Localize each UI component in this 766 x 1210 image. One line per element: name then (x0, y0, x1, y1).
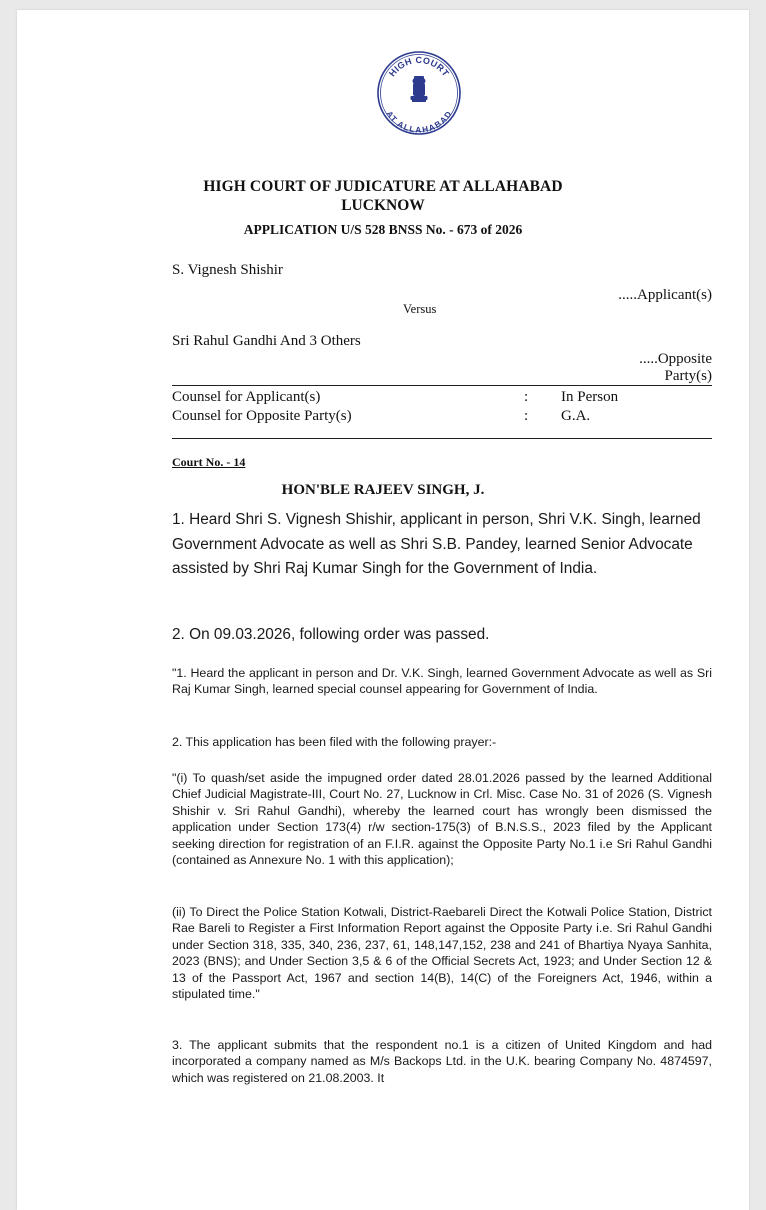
quoted-paragraph-1: "1. Heard the applicant in person and Dr. V.K. Singh, learned Government Advocate as well as Sri Raj Kumar Singh, learned special counsel appearing for Government of India. (172, 666, 712, 697)
svg-text:HIGH COURT: HIGH COURT (386, 54, 452, 79)
quoted-paragraph-2: 2. This application has been filed with the following prayer:- (172, 735, 497, 749)
viewer-top-strip (0, 0, 766, 10)
applicant-role: .....Applicant(s) (618, 287, 712, 303)
counsel-bottom-rule (172, 438, 712, 439)
counsel-separator: : (524, 389, 529, 405)
opposite-role-line2: Party(s) (664, 368, 712, 384)
application-number: APPLICATION U/S 528 BNSS No. - 673 of 2026 (243, 222, 523, 237)
versus-label: Versus (403, 302, 437, 316)
court-name: HIGH COURT OF JUDICATURE AT ALLAHABAD (203, 178, 563, 195)
quoted-prayer-ii: (ii) To Direct the Police Station Kotwali, District-Raebareli Direct the Kotwali Police Station, District Rae Bareli to Register a First Information Report against the Opposite Party i.e. Sri Rahul Gandhi under Section 318, 335, 340, 236, 237, 61, 148,147,152, 238 and 241 of Bhartiya Nyaya Sanhita, 2023 (BNS); and Under Section 3,5 & 6 of the Official Secrets Act, 1923; and Under Section 12 & 13 of the Passport Act, 1967 and section 14(B), 14(C) of the Foreigners Act, 1946, within a stipulated time." (172, 905, 712, 1002)
opposite-party-role (639, 351, 712, 385)
bench-name: LUCKNOW (341, 197, 425, 214)
judge-name: HON'BLE RAJEEV SINGH, J. (281, 482, 485, 498)
paragraph-2: 2. On 09.03.2026, following order was passed. (172, 626, 490, 643)
quoted-paragraph-3: 3. The applicant submits that the respondent no.1 is a citizen of United Kingdom and had incorporated a company named as M/s Backops Ltd. in the U.K. bearing Company No. 4874597, which was registered on 21.08.2003. It (172, 1038, 712, 1085)
applicant-name: S. Vignesh Shishir (172, 262, 283, 278)
document-page (17, 10, 749, 1210)
quoted-prayer-i: "(i) To quash/set aside the impugned order dated 28.01.2026 passed by the learned Additional Chief Judicial Magistrate-III, Court No. 27, Lucknow in Crl. Misc. Case No. 31 of 2026 (S. Vignesh Shishir v. Sri Rahul Gandhi), whereby the learned court has wrongly been dismissed the application under Section 173(4) r/w section-175(3) of B.N.S.S., 2023 filed by the Applicant seeking direction for registration of an F.I.R. against the Opposite Party No.1 i.e Sri Rahul Gandhi (contained as Annexure No. 1 with this application); (172, 771, 712, 868)
opposite-party-name: Sri Rahul Gandhi And 3 Others (172, 333, 361, 349)
paragraph-1: 1. Heard Shri S. Vignesh Shishir, applicant in person, Shri V.K. Singh, learned Government Advocate as well as Shri S.B. Pandey, learned Senior Advocate assisted by Shri Raj Kumar Singh for the Government of India. (172, 511, 701, 577)
counsel-top-rule (172, 385, 712, 386)
counsel-applicant-value: In Person (561, 389, 619, 405)
court-number: Court No. - 14 (172, 455, 246, 469)
counsel-separator: : (524, 408, 529, 424)
counsel-applicant-label: Counsel for Applicant(s) (172, 389, 321, 405)
opposite-role-line1: .....Opposite (639, 351, 712, 367)
counsel-opposite-label: Counsel for Opposite Party(s) (172, 408, 352, 424)
high-court-seal-logo (376, 50, 462, 136)
counsel-opposite-value: G.A. (561, 408, 591, 424)
svg-text:AT ALLAHABAD: AT ALLAHABAD (384, 109, 454, 135)
